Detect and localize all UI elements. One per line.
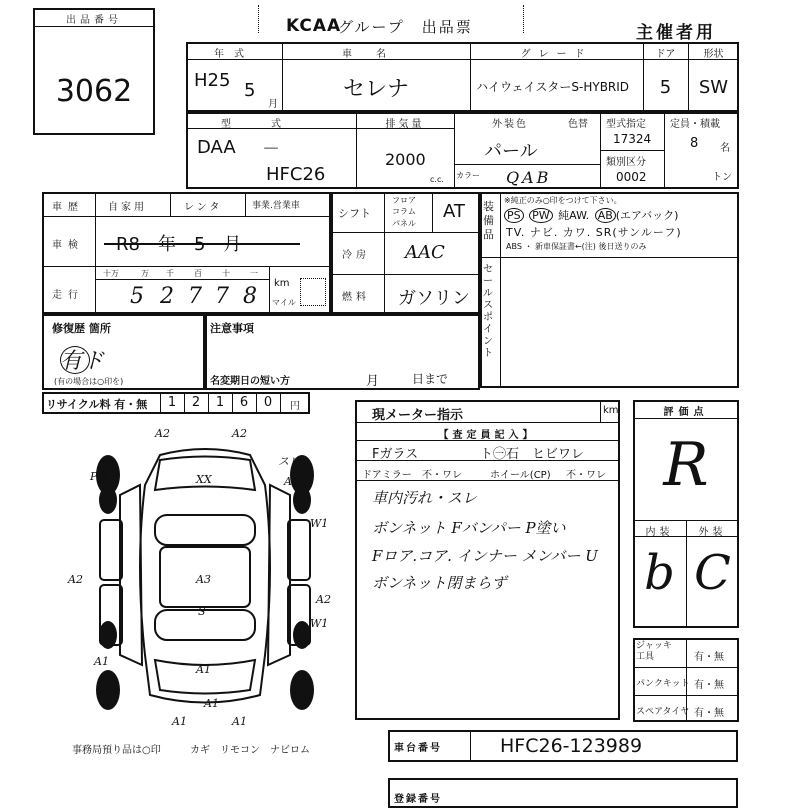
aw-option[interactable]: 純AW. <box>558 209 590 222</box>
wheel-rear-left <box>96 670 120 710</box>
inspection-value: R8 年 5 月 <box>116 234 242 255</box>
ps-option[interactable]: PS <box>504 208 524 223</box>
glass-value: ト㊀石 ヒビワレ <box>480 447 585 462</box>
shift-label: シフト <box>338 207 371 220</box>
interior-label: 内装 <box>645 527 674 538</box>
lot-box <box>33 8 155 135</box>
digit-label: 十 <box>222 269 230 278</box>
equipment-label-text: 装備品 <box>483 200 494 241</box>
equipment-line1 <box>504 207 678 223</box>
left-front-door <box>100 520 122 580</box>
type-designation: 17324 <box>613 132 652 146</box>
organizer-label: 主催者用 <box>636 23 716 43</box>
doors-label: ドア <box>655 49 676 60</box>
damage-mark: P傷 <box>90 470 109 483</box>
exterior-label: 外装 <box>698 527 727 538</box>
recycle-digit: 2 <box>191 395 201 410</box>
glass-label: Fガラス <box>372 447 419 462</box>
fuel-label: 燃料 <box>342 292 370 303</box>
form-title: グループ 出品票 <box>338 18 473 36</box>
damage-mark: S <box>198 605 206 618</box>
digit-label: 万 <box>141 269 149 278</box>
capacity-unit: 名 <box>720 143 730 154</box>
damage-mark: A2 <box>232 427 247 440</box>
score-label: 評価点 <box>663 407 709 418</box>
model-code: HFC26 <box>266 164 326 185</box>
digit-label: 百 <box>194 269 202 278</box>
type-designation-label: 型式指定 <box>606 119 646 130</box>
color-change-label: 色替 <box>568 119 588 130</box>
score-value: R <box>663 430 709 500</box>
shift-value: AT <box>443 201 465 222</box>
name-change-month: 月 <box>366 374 380 389</box>
car-name: セレナ <box>342 77 409 102</box>
mileage-digit: 7 <box>215 284 229 309</box>
repair-value: 有ド <box>60 349 105 374</box>
month-unit: 月 <box>268 99 278 110</box>
equipment-label <box>483 200 497 242</box>
left-side-panel <box>120 485 142 665</box>
puncture-value[interactable]: 有・無 <box>694 680 724 691</box>
spare-label: スペアタイヤ <box>636 707 690 717</box>
mileage-label: 走行 <box>52 290 84 301</box>
ab-option[interactable]: AB <box>595 208 616 223</box>
inspector-title: 【査定員記入】 <box>438 430 537 441</box>
recycle-label: リサイクル料 有・無 <box>46 398 148 411</box>
load-unit: トン <box>712 172 732 183</box>
airbag-label: (エアバック) <box>615 209 679 222</box>
color-code: QAB <box>506 168 552 187</box>
office-items: カギ リモコン ナビロム <box>190 745 310 756</box>
sales-point-label <box>483 264 497 360</box>
ac-value: AAC <box>405 242 445 263</box>
model-prefix: DAA <box>197 137 236 158</box>
office-label: 事務局預り品は○印 <box>72 745 161 756</box>
chassis-value: HFC26-123989 <box>500 735 643 757</box>
history-private: 自家用 <box>108 202 147 213</box>
mileage-digit: 8 <box>243 284 257 309</box>
damage-mark: A2 <box>68 573 83 586</box>
damage-mark: A1 <box>196 663 211 676</box>
year-label: 年式 <box>214 49 254 60</box>
jack-label-text: ジャッキ工具 <box>636 641 672 662</box>
grade-value: ハイウェイスターS-HYBRID <box>476 80 630 94</box>
month-value: 5 <box>244 80 256 101</box>
damage-mark: スレ <box>278 455 300 468</box>
mileage-digit: 2 <box>160 284 174 309</box>
history-label: 車歴 <box>52 202 84 213</box>
damage-mark: A1 <box>94 655 109 668</box>
digit-label: 十万 <box>103 269 119 278</box>
wheel-value: 不・ワレ <box>566 470 606 481</box>
digit-label: 千 <box>166 269 174 278</box>
recycle-digit: 1 <box>215 395 225 410</box>
doors-value: 5 <box>659 77 672 98</box>
capacity-label: 定員・積載 <box>670 119 720 130</box>
inspector-comment: ボンネット閉まらず <box>372 574 507 592</box>
shift-column: コラム <box>392 207 416 216</box>
damage-mark: A1 <box>232 715 247 728</box>
mirror-label: ドアミラー <box>362 470 412 481</box>
jack-label <box>636 641 684 663</box>
name-change-day: 日まで <box>412 372 449 386</box>
shift-floor: フロア <box>392 196 416 205</box>
shift-panel: パネル <box>392 219 416 228</box>
inspector-comment: Fロア.コア. インナー メンバー U <box>372 547 598 565</box>
repair-note: (有の場合は○印を) <box>54 377 124 386</box>
fuel-value: ガソリン <box>398 288 470 309</box>
repair-label: 修復歴 箇所 <box>52 322 111 335</box>
recycle-digit: 1 <box>167 395 177 410</box>
right-front-door <box>288 520 310 580</box>
ac-label: 冷房 <box>342 250 370 261</box>
recycle-digit: 0 <box>263 395 273 410</box>
recycle-yen: 円 <box>290 401 300 412</box>
category: 0002 <box>616 170 647 184</box>
equipment-note: ※純正のみ○印をつけて下さい。 <box>504 196 622 205</box>
inspector-comment: ボンネット Fバンパー P塗い <box>372 519 566 537</box>
equipment-line2: TV. ナビ. カワ. SR(サンルーフ) <box>506 226 682 239</box>
cc-unit: c.c. <box>430 175 444 184</box>
wheel-rear-right <box>290 670 314 710</box>
damage-mark: A2 <box>155 427 170 440</box>
year-value: H25 <box>194 70 231 91</box>
sales-point-text: セールスポイント <box>483 264 493 359</box>
jack-value[interactable]: 有・無 <box>694 652 724 663</box>
meter-unit: km <box>603 405 619 416</box>
km-unit: km <box>274 278 290 289</box>
damage-mark: XX <box>196 473 212 486</box>
car-windshield <box>155 515 255 545</box>
color-value: パール <box>484 141 538 162</box>
damage-mark: A1 <box>172 715 187 728</box>
displacement-value: 2000 <box>385 150 426 169</box>
model-label: 型式 <box>221 119 321 130</box>
puncture-label: パンクキット <box>636 679 690 689</box>
model-dash: － <box>262 139 280 160</box>
lot-number: 3062 <box>55 74 133 109</box>
exterior-score: C <box>694 545 731 601</box>
inspector-comment: 車内汚れ・スレ <box>372 489 478 507</box>
shape-label: 形状 <box>703 49 724 60</box>
damage-mark: W1 <box>310 517 329 530</box>
damage-mark: A1 <box>204 697 219 710</box>
color-label: 外装色 <box>492 119 528 130</box>
color-code-label: カラー <box>456 171 480 180</box>
history-business: 事業.営業車 <box>252 201 300 211</box>
mile-checkbox[interactable] <box>300 278 326 306</box>
notes-label: 注意事項 <box>210 322 254 335</box>
mirror-value: 不・ワレ <box>422 470 462 481</box>
category-label: 類別区分 <box>606 157 646 168</box>
inspection-label: 車検 <box>52 240 84 251</box>
car-name-label: 車名 <box>342 49 410 60</box>
car-damage-diagram <box>60 425 350 735</box>
wheel-label: ホイール(CP) <box>490 470 551 481</box>
damage-mark: A3 <box>196 573 211 586</box>
spare-value[interactable]: 有・無 <box>694 708 724 719</box>
interior-score: b <box>644 545 675 601</box>
damage-mark: A2 <box>316 593 331 606</box>
damage-mark: W1 <box>310 617 329 630</box>
grade-label: グレード <box>520 49 593 60</box>
digit-label: 一 <box>250 269 258 278</box>
meter-label: 現メーター指示 <box>372 408 464 423</box>
mileage-digit: 5 <box>130 284 144 309</box>
logo: KCAA <box>286 16 342 36</box>
right-side-panel <box>268 485 290 665</box>
history-rental: レンタ <box>184 202 223 213</box>
repair-circle <box>60 346 90 374</box>
registration-label: 登録番号 <box>394 794 442 805</box>
lot-label: 出品番号 <box>66 15 122 26</box>
shape-value: SW <box>698 77 729 98</box>
chassis-label: 車台番号 <box>394 743 442 754</box>
equipment-line3: ABS ・ 新車保証書←(注) 後日送りのみ <box>506 242 647 251</box>
mileage-digit: 7 <box>188 284 202 309</box>
pw-option[interactable]: PW <box>529 208 553 223</box>
mile-unit: マイル <box>272 298 296 307</box>
damage-mark: A2 <box>284 475 299 488</box>
capacity-value: 8 <box>690 136 699 151</box>
displacement-label: 排気量 <box>385 119 425 130</box>
recycle-digit: 6 <box>239 395 249 410</box>
name-change-label: 名変期日の短い方 <box>210 376 290 387</box>
